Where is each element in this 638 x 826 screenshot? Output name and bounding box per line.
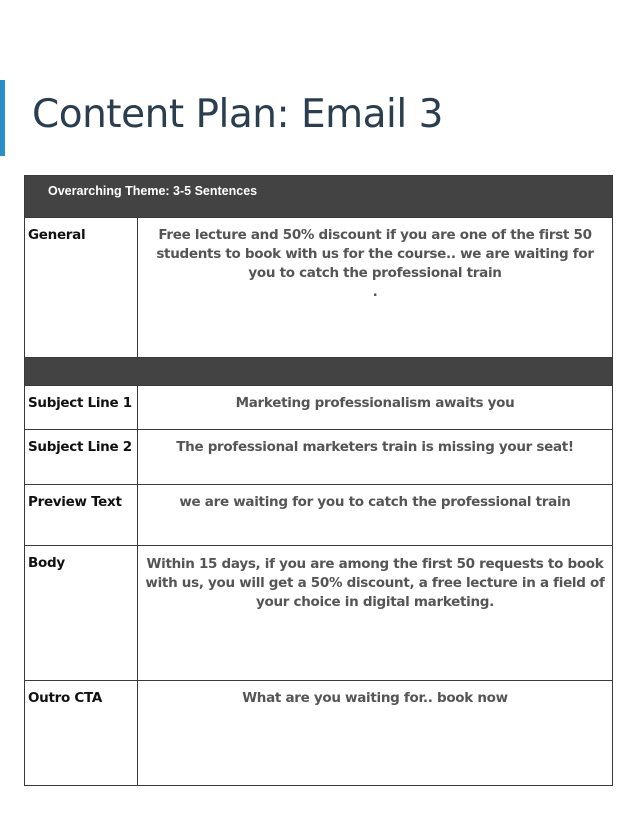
general-text: Free lecture and 50% discount if you are one of the first 50 students to book with us for the course.. we are waiting for you to catch the professional train — [156, 227, 594, 281]
table-row — [25, 430, 613, 485]
row-value-preview-text: we are waiting for you to catch the professional train — [138, 485, 613, 546]
title-accent-bar — [0, 80, 5, 156]
page-title: Content Plan: Email 3 — [32, 92, 443, 137]
row-value-general — [138, 218, 613, 358]
row-label-preview-text: Preview Text — [25, 485, 138, 546]
row-label-subject-line-2: Subject Line 2 — [25, 430, 138, 485]
table-row — [25, 546, 613, 681]
table-row — [25, 681, 613, 786]
row-label-body: Body — [25, 546, 138, 681]
general-note: . — [372, 284, 378, 300]
content-plan-table — [24, 175, 613, 786]
row-label-subject-line-1: Subject Line 1 — [25, 386, 138, 430]
divider-row — [25, 358, 613, 386]
row-value-outro-cta: What are you waiting for.. book now — [138, 681, 613, 786]
row-label-outro-cta: Outro CTA — [25, 681, 138, 786]
row-value-subject-line-1: Marketing professionalism awaits you — [138, 386, 613, 430]
row-label-general: General — [25, 218, 138, 358]
divider-cell — [25, 358, 613, 386]
row-value-body: Within 15 days, if you are among the first 50 requests to book with us, you will get a 50% discount, a free lecture in a field of your choice in digital marketing. — [138, 546, 613, 681]
row-value-subject-line-2: The professional marketers train is missing your seat! — [138, 430, 613, 485]
table-row — [25, 485, 613, 546]
theme-header: Overarching Theme: 3-5 Sentences — [25, 176, 613, 218]
theme-header-row — [25, 176, 613, 218]
table-row — [25, 218, 613, 358]
table-row — [25, 386, 613, 430]
